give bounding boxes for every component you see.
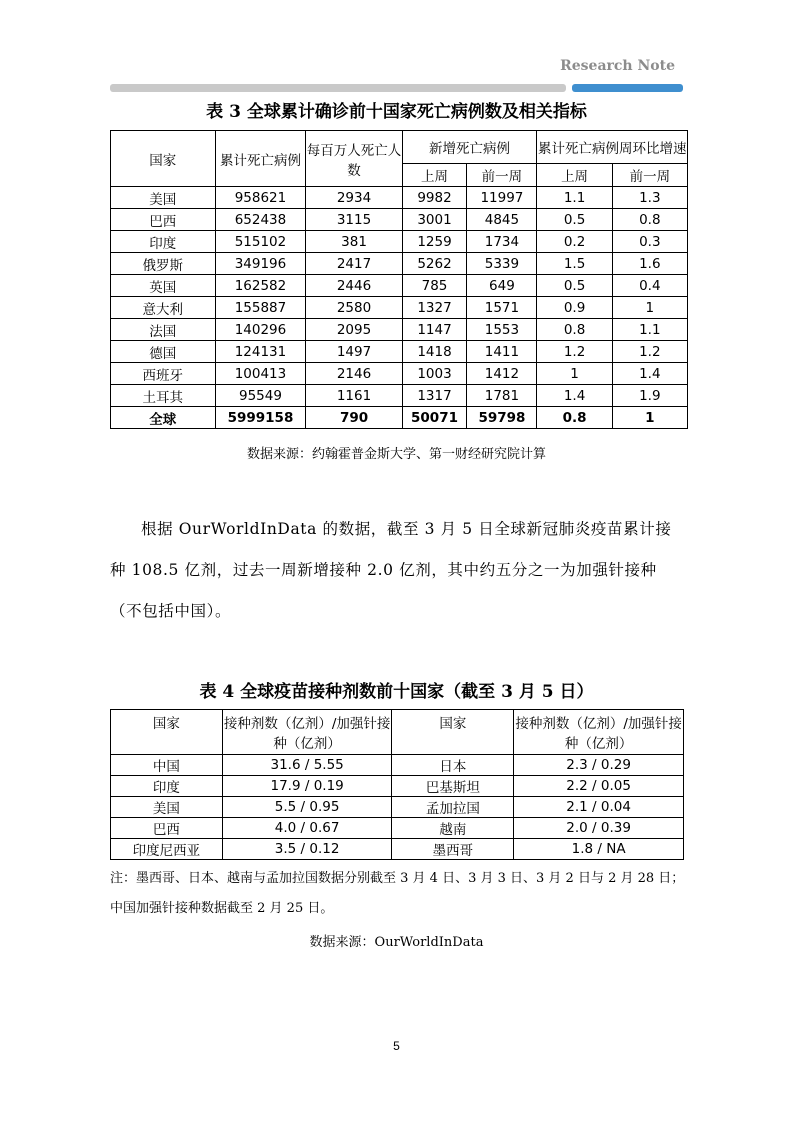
t3-sub-prev-week: 前一周: [467, 164, 537, 187]
cell-nw: 785: [402, 275, 467, 297]
cell-pm: 2580: [306, 297, 402, 319]
cell-c1: 印度: [111, 776, 223, 797]
cell-np: 649: [467, 275, 537, 297]
cell-gp: 0.8: [612, 209, 687, 231]
table-row: [111, 275, 688, 297]
cell-np: 1781: [467, 385, 537, 407]
cell-pm: 1161: [306, 385, 402, 407]
cell-gw: 0.5: [537, 275, 612, 297]
table4-title: 表 4 全球疫苗接种剂数前十国家（截至 3 月 5 日）: [199, 682, 594, 702]
cell-nw: 1418: [402, 341, 467, 363]
table-row: [111, 755, 684, 776]
cell-gw: 1.2: [537, 341, 612, 363]
t3-header-growth: 累计死亡病例周环比增速: [537, 131, 688, 164]
cell-nw: 1147: [402, 319, 467, 341]
cell-cum: 958621: [215, 187, 306, 209]
cell-gw: 1.1: [537, 187, 612, 209]
cell-pm: 2934: [306, 187, 402, 209]
table3-title: 表 3 全球累计确诊前十国家死亡病例数及相关指标: [206, 102, 587, 122]
cell-np: 1411: [467, 341, 537, 363]
table-row: [111, 818, 684, 839]
cell-country: 土耳其: [111, 385, 216, 407]
cell-gw: 0.9: [537, 297, 612, 319]
cell-nw: 9982: [402, 187, 467, 209]
table-row: [111, 363, 688, 385]
cell-d2: 2.1 / 0.04: [514, 797, 684, 818]
cell-gw: 0.2: [537, 231, 612, 253]
cell-gp: 1: [612, 407, 687, 429]
cell-nw: 1003: [402, 363, 467, 385]
t3-header-per-million: 每百万人死亡人数: [306, 131, 402, 187]
cell-c1: 美国: [111, 797, 223, 818]
cell-cum: 5999158: [215, 407, 306, 429]
table-row: [111, 231, 688, 253]
cell-pm: 1497: [306, 341, 402, 363]
cell-country: 西班牙: [111, 363, 216, 385]
cell-country: 意大利: [111, 297, 216, 319]
cell-gp: 1.6: [612, 253, 687, 275]
page-number: 5: [393, 1039, 400, 1053]
cell-gp: 1.1: [612, 319, 687, 341]
table-row: [111, 209, 688, 231]
cell-np: 1734: [467, 231, 537, 253]
cell-np: 5339: [467, 253, 537, 275]
t4-header-country-left: 国家: [111, 710, 223, 755]
header-label: Research Note: [560, 58, 675, 74]
cell-pm: 2446: [306, 275, 402, 297]
cell-c1: 巴西: [111, 818, 223, 839]
cell-cum: 349196: [215, 253, 306, 275]
cell-pm: 2095: [306, 319, 402, 341]
cell-cum: 162582: [215, 275, 306, 297]
cell-gp: 1.2: [612, 341, 687, 363]
cell-nw: 1259: [402, 231, 467, 253]
cell-pm: 790: [306, 407, 402, 429]
cell-cum: 652438: [215, 209, 306, 231]
cell-gp: 1.4: [612, 363, 687, 385]
cell-cum: 155887: [215, 297, 306, 319]
t4-header-country-right: 国家: [392, 710, 514, 755]
table-row: [111, 385, 688, 407]
cell-c2: 日本: [392, 755, 514, 776]
table-row: [111, 797, 684, 818]
cell-d2: 2.2 / 0.05: [514, 776, 684, 797]
cell-pm: 2417: [306, 253, 402, 275]
cell-d1: 3.5 / 0.12: [222, 839, 392, 860]
table-row-total: [111, 407, 688, 429]
cell-np: 59798: [467, 407, 537, 429]
cell-cum: 140296: [215, 319, 306, 341]
cell-d1: 31.6 / 5.55: [222, 755, 392, 776]
cell-gw: 0.5: [537, 209, 612, 231]
cell-country: 俄罗斯: [111, 253, 216, 275]
cell-gw: 1: [537, 363, 612, 385]
cell-nw: 5262: [402, 253, 467, 275]
cell-np: 1412: [467, 363, 537, 385]
table-row: [111, 253, 688, 275]
cell-pm: 2146: [306, 363, 402, 385]
cell-d2: 2.3 / 0.29: [514, 755, 684, 776]
cell-c2: 巴基斯坦: [392, 776, 514, 797]
t3-header-cum-deaths: 累计死亡病例: [215, 131, 306, 187]
cell-cum: 95549: [215, 385, 306, 407]
cell-country: 德国: [111, 341, 216, 363]
cell-gw: 0.8: [537, 319, 612, 341]
cell-c1: 印度尼西亚: [111, 839, 223, 860]
cell-gp: 0.4: [612, 275, 687, 297]
cell-c2: 越南: [392, 818, 514, 839]
cell-country: 巴西: [111, 209, 216, 231]
cell-pm: 381: [306, 231, 402, 253]
cell-c2: 墨西哥: [392, 839, 514, 860]
cell-np: 11997: [467, 187, 537, 209]
cell-nw: 1327: [402, 297, 467, 319]
cell-d2: 2.0 / 0.39: [514, 818, 684, 839]
cell-cum: 124131: [215, 341, 306, 363]
cell-gp: 0.3: [612, 231, 687, 253]
t3-sub-last-week: 上周: [402, 164, 467, 187]
t3-sub-prev-week-growth: 前一周: [612, 164, 687, 187]
cell-np: 1553: [467, 319, 537, 341]
cell-pm: 3115: [306, 209, 402, 231]
t3-header-new-deaths: 新增死亡病例: [402, 131, 537, 164]
cell-country: 英国: [111, 275, 216, 297]
table-row: [111, 297, 688, 319]
header-rule-blue: [572, 84, 683, 92]
table-row: [111, 341, 688, 363]
body-paragraph: 根据 OurWorldInData 的数据，截至 3 月 5 日全球新冠肺炎疫苗累计接种 108.5 亿剂，过去一周新增接种 2.0 亿剂，其中约五分之一为加强针接种（不包括中国）。: [110, 520, 672, 620]
table-row: [111, 839, 684, 860]
table-row: [111, 319, 688, 341]
table3-source: 数据来源：约翰霍普金斯大学、第一财经研究院计算: [246, 447, 546, 462]
cell-gw: 1.5: [537, 253, 612, 275]
cell-c2: 孟加拉国: [392, 797, 514, 818]
cell-nw: 50071: [402, 407, 467, 429]
cell-d1: 5.5 / 0.95: [222, 797, 392, 818]
t4-header-doses-right: 接种剂数（亿剂）/加强针接种（亿剂）: [514, 710, 684, 755]
cell-country: 美国: [111, 187, 216, 209]
cell-gw: 0.8: [537, 407, 612, 429]
cell-nw: 3001: [402, 209, 467, 231]
table4: [110, 709, 684, 860]
cell-cum: 100413: [215, 363, 306, 385]
table4-source: 数据来源：OurWorldInData: [309, 935, 484, 950]
table-row: [111, 187, 688, 209]
cell-gp: 1.3: [612, 187, 687, 209]
cell-d1: 4.0 / 0.67: [222, 818, 392, 839]
cell-np: 4845: [467, 209, 537, 231]
cell-gw: 1.4: [537, 385, 612, 407]
cell-country: 全球: [111, 407, 216, 429]
cell-c1: 中国: [111, 755, 223, 776]
table-row: [111, 776, 684, 797]
t3-sub-last-week-growth: 上周: [537, 164, 612, 187]
cell-gp: 1: [612, 297, 687, 319]
cell-nw: 1317: [402, 385, 467, 407]
cell-np: 1571: [467, 297, 537, 319]
cell-country: 法国: [111, 319, 216, 341]
table3: [110, 130, 688, 429]
header-rule-gray: [110, 84, 566, 92]
cell-d1: 17.9 / 0.19: [222, 776, 392, 797]
cell-gp: 1.9: [612, 385, 687, 407]
t4-header-doses-left: 接种剂数（亿剂）/加强针接种（亿剂）: [222, 710, 392, 755]
table4-note: 注：墨西哥、日本、越南与孟加拉国数据分别截至 3 月 4 日、3 月 3 日、3 月 2 日与 2 月 28 日；中国加强针接种数据截至 2 月 25 日。: [110, 871, 685, 916]
cell-d2: 1.8 / NA: [514, 839, 684, 860]
cell-country: 印度: [111, 231, 216, 253]
t3-header-country: 国家: [111, 131, 216, 187]
cell-cum: 515102: [215, 231, 306, 253]
